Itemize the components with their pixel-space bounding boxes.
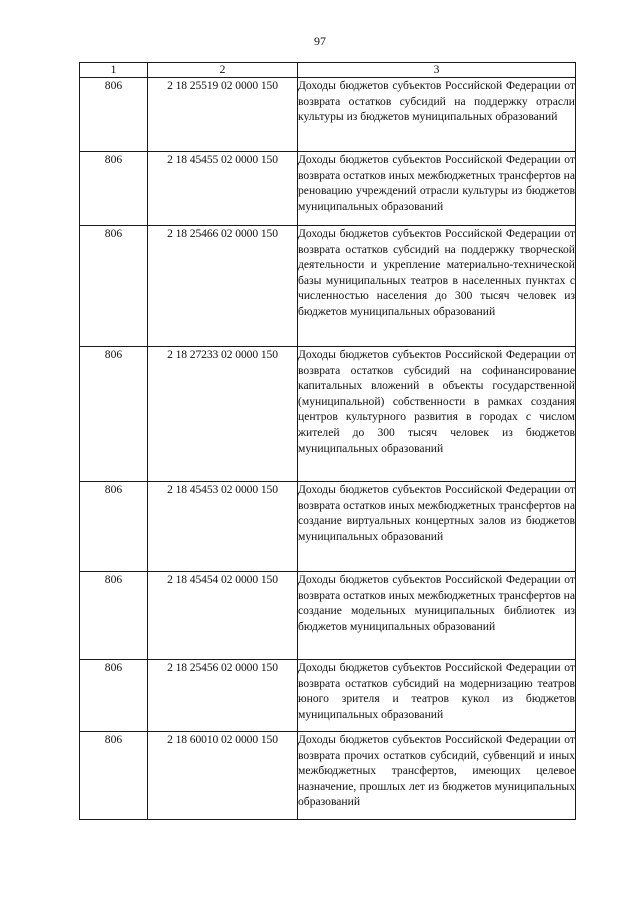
budget-code-cell: 2 18 25519 02 0000 150 bbox=[148, 78, 298, 152]
budget-code-cell: 2 18 25456 02 0000 150 bbox=[148, 660, 298, 732]
budget-code-cell: 2 18 25466 02 0000 150 bbox=[148, 226, 298, 347]
table-row bbox=[80, 152, 576, 226]
budget-code-cell: 2 18 27233 02 0000 150 bbox=[148, 347, 298, 482]
table-row bbox=[80, 226, 576, 347]
description-cell: Доходы бюджетов субъектов Российской Федерации от возврата остатков иных межбюджетных трансфертов на реновацию учреждений отрасли культуры из бюджетов муниципальных образований bbox=[298, 152, 576, 226]
page-number: 97 bbox=[314, 34, 326, 48]
admin-code-cell: 806 bbox=[80, 572, 148, 660]
column-header-3: 3 bbox=[298, 63, 576, 78]
description-cell: Доходы бюджетов субъектов Российской Федерации от возврата остатков субсидий на модернизацию театров юного зрителя и театров кукол из бюджетов муниципальных образований bbox=[298, 660, 576, 732]
description-cell: Доходы бюджетов субъектов Российской Федерации от возврата остатков субсидий на поддержку отрасли культуры из бюджетов муниципальных образований bbox=[298, 78, 576, 152]
admin-code-cell: 806 bbox=[80, 78, 148, 152]
admin-code-cell: 806 bbox=[80, 152, 148, 226]
table-row bbox=[80, 482, 576, 572]
table-header-row bbox=[80, 63, 576, 78]
table-row bbox=[80, 572, 576, 660]
description-cell: Доходы бюджетов субъектов Российской Федерации от возврата прочих остатков субсидий, субвенций и иных межбюджетных трансфертов, имеющих целевое назначение, прошлых лет из бюджетов муниципальных образований bbox=[298, 732, 576, 820]
column-header-1: 1 bbox=[80, 63, 148, 78]
table-row bbox=[80, 347, 576, 482]
admin-code-cell: 806 bbox=[80, 732, 148, 820]
description-cell: Доходы бюджетов субъектов Российской Федерации от возврата остатков субсидий на поддержку творческой деятельности и укрепление материально-технической базы муниципальных театров в населенных пунктах с численностью населения до 300 тысяч человек из бюджетов муниципальных образований bbox=[298, 226, 576, 347]
admin-code-cell: 806 bbox=[80, 482, 148, 572]
admin-code-cell: 806 bbox=[80, 347, 148, 482]
description-cell: Доходы бюджетов субъектов Российской Федерации от возврата остатков иных межбюджетных трансфертов на создание модельных муниципальных библиотек из бюджетов муниципальных образований bbox=[298, 572, 576, 660]
revenue-table bbox=[79, 62, 576, 820]
budget-code-cell: 2 18 45455 02 0000 150 bbox=[148, 152, 298, 226]
budget-code-cell: 2 18 45453 02 0000 150 bbox=[148, 482, 298, 572]
table-row bbox=[80, 732, 576, 820]
table-row bbox=[80, 78, 576, 152]
column-header-2: 2 bbox=[148, 63, 298, 78]
budget-code-cell: 2 18 45454 02 0000 150 bbox=[148, 572, 298, 660]
admin-code-cell: 806 bbox=[80, 226, 148, 347]
description-cell: Доходы бюджетов субъектов Российской Федерации от возврата остатков субсидий на софинансирование капитальных вложений в объекты государственной (муниципальной) собственности в рамках создания центров культурного развития в городах с числом жителей до 300 тысяч человек из бюджетов муниципальных образований bbox=[298, 347, 576, 482]
admin-code-cell: 806 bbox=[80, 660, 148, 732]
budget-code-cell: 2 18 60010 02 0000 150 bbox=[148, 732, 298, 820]
description-cell: Доходы бюджетов субъектов Российской Федерации от возврата остатков иных межбюджетных трансфертов на создание виртуальных концертных залов из бюджетов муниципальных образований bbox=[298, 482, 576, 572]
table-row bbox=[80, 660, 576, 732]
